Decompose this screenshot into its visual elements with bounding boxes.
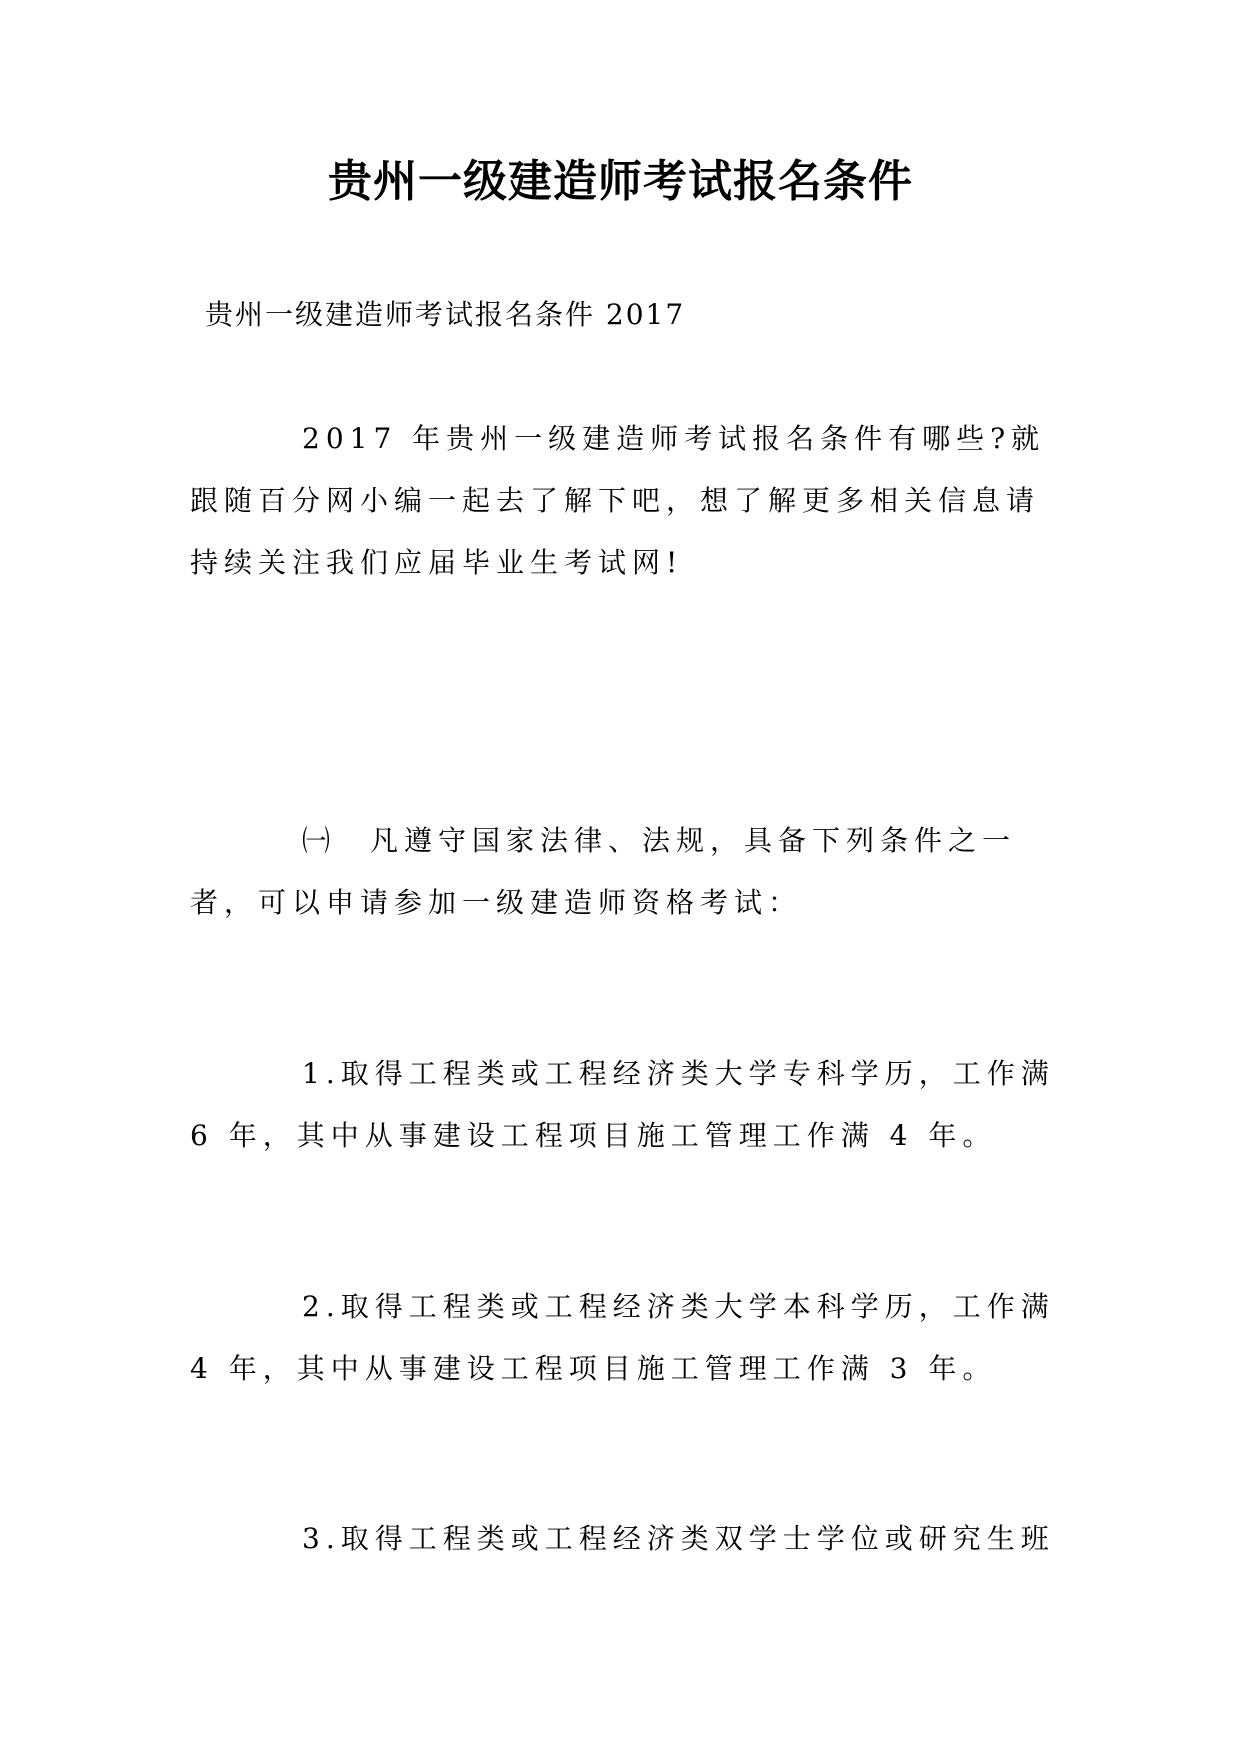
condition-2-paragraph: 2.取得工程类或工程经济类大学本科学历，工作满 4 年，其中从事建设工程项目施工管理工作满 3 年。: [190, 1290, 1055, 1385]
eligibility-paragraph: ㈠ 凡遵守国家法律、法规，具备下列条件之一者，可以申请参加一级建造师资格考试：: [190, 824, 1017, 919]
condition-3-paragraph: 3.取得工程类或工程经济类双学士学位或研究生班: [302, 1522, 1055, 1555]
condition-1-paragraph: 1.取得工程类或工程经济类大学专科学历，工作满 6 年，其中从事建设工程项目施工管理工作满 4 年。: [190, 1057, 1055, 1152]
intro-paragraph: 2017 年贵州一级建造师考试报名条件有哪些?就跟随百分网小编一起去了解下吧，想了解更多相关信息请持续关注我们应届毕业生考试网!: [190, 422, 1046, 579]
document-subtitle: 贵州一级建造师考试报名条件 2017: [205, 298, 686, 331]
document-title: 贵州一级建造师考试报名条件: [328, 156, 913, 207]
